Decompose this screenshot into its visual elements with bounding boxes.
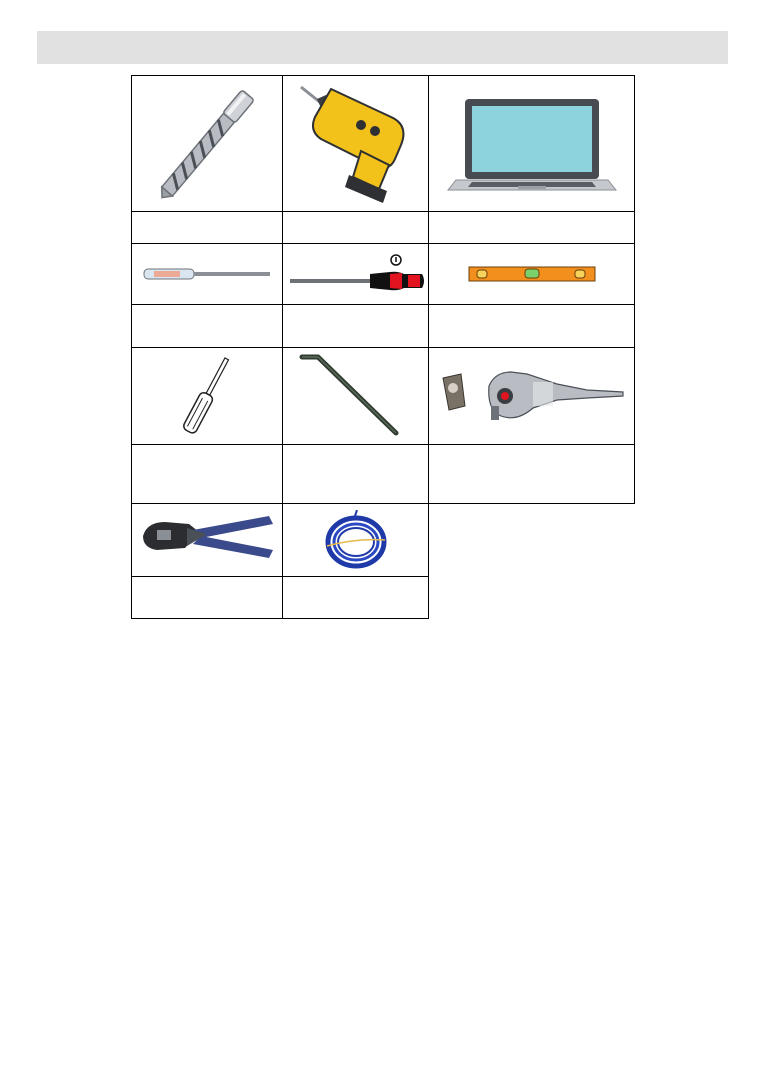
tool-label-torx-screwdriver: [282, 304, 429, 348]
tool-label-cable-coil: [282, 576, 429, 619]
flathead-screwdriver-icon: [157, 354, 257, 439]
tool-cell-spirit-level: [428, 243, 635, 305]
tool-cell-cable-coil: [282, 503, 429, 577]
header-bar: [37, 31, 728, 64]
spirit-level-icon: [467, 264, 597, 284]
drill-bit-icon: [152, 84, 262, 204]
tool-label-laptop: [428, 211, 635, 244]
tool-cell-laptop: [428, 75, 635, 212]
hex-key-icon: [296, 351, 416, 441]
torx-bit-angle-adapter-icon: [437, 366, 627, 426]
tool-label-cordless-drill: [282, 211, 429, 244]
tool-label-voltage-tester: [131, 304, 283, 348]
crimping-tool-icon: [137, 510, 277, 570]
laptop-icon: [442, 94, 622, 194]
tool-label-drill-bit: [131, 211, 283, 244]
tool-label-torx-bit-adapter: [428, 444, 635, 504]
cable-coil-icon: [321, 510, 391, 570]
tool-cell-cordless-drill: [282, 75, 429, 212]
tool-cell-torx-screwdriver: [282, 243, 429, 305]
cordless-drill-icon: [291, 81, 421, 206]
torx-screwdriver-icon: [286, 252, 426, 297]
tool-cell-crimping-tool: [131, 503, 283, 577]
tool-cell-hex-key: [282, 347, 429, 445]
tool-cell-flathead-screwdriver: [131, 347, 283, 445]
tool-label-crimping-tool: [131, 576, 283, 619]
tool-label-spirit-level: [428, 304, 635, 348]
tool-cell-voltage-tester: [131, 243, 283, 305]
voltage-tester-screwdriver-icon: [142, 264, 272, 284]
tool-label-flathead-screwdriver: [131, 444, 283, 504]
tool-cell-torx-bit-adapter: [428, 347, 635, 445]
tool-cell-drill-bit: [131, 75, 283, 212]
tool-label-hex-key: [282, 444, 429, 504]
